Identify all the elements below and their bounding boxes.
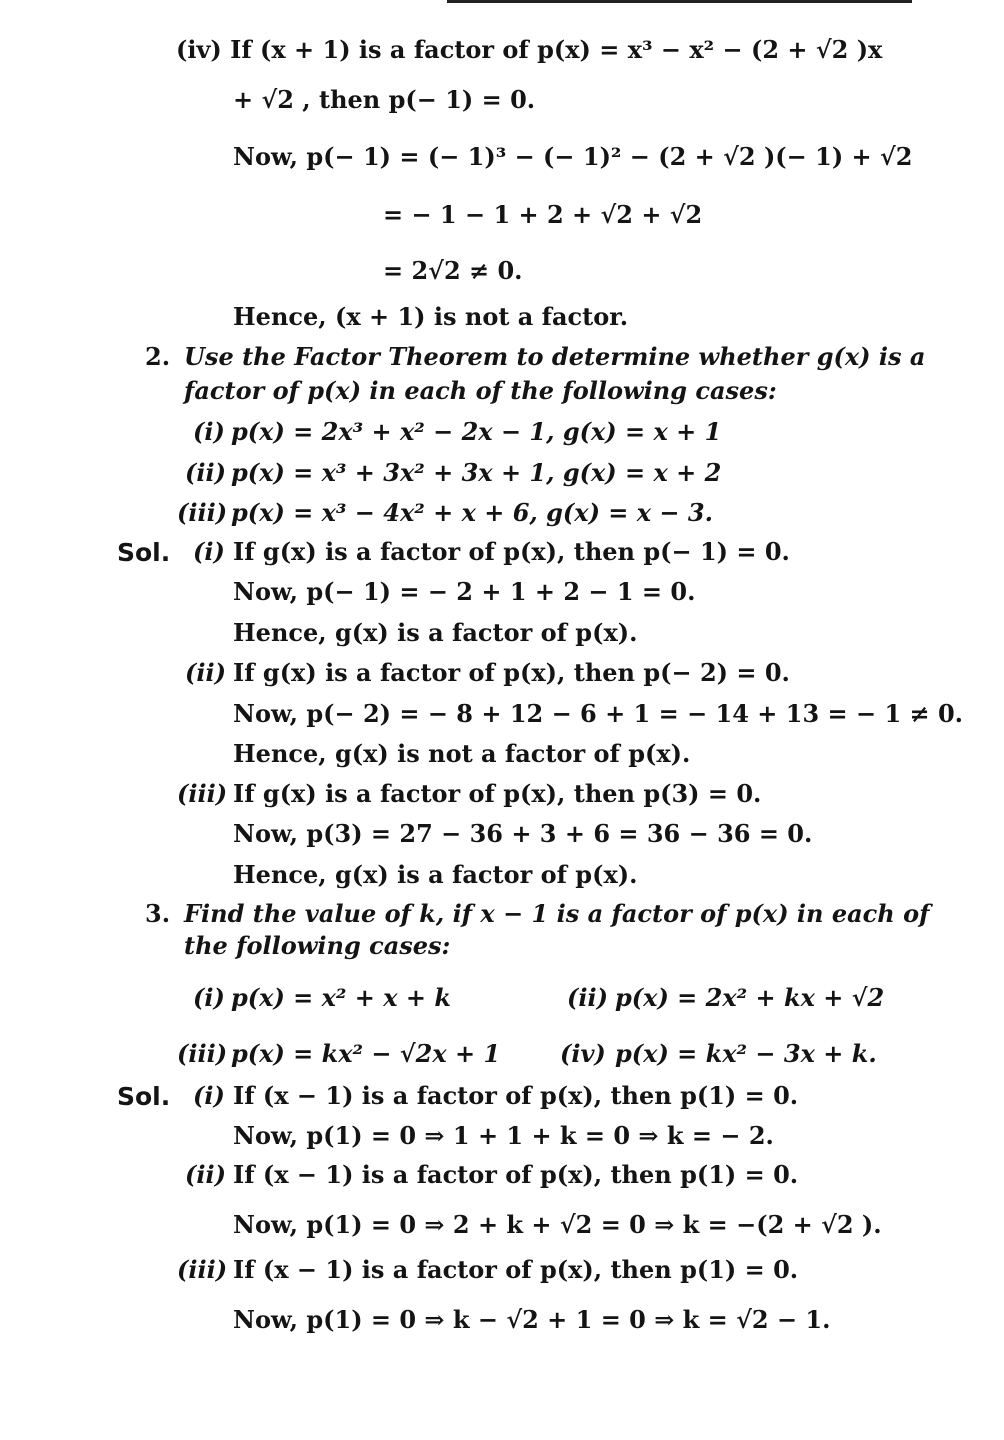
question-3-ii: p(x) = 2x² + kx + √2 — [615, 983, 885, 1012]
solution-2-iii-line1: If g(x) is a factor of p(x), then p(3) = 0. — [233, 779, 762, 808]
solution-2-iii-line3: Hence, g(x) is a factor of p(x). — [233, 860, 638, 889]
line-iv-now: Now, p(− 1) = (− 1)³ − (− 1)² − (2 + √2 )(− 1) + √2 — [233, 142, 913, 171]
question-3-number: 3. — [145, 899, 171, 928]
line-iv-step1: = − 1 − 1 + 2 + √2 + √2 — [383, 200, 703, 229]
solution-2-i-line1: If g(x) is a factor of p(x), then p(− 1) = 0. — [233, 537, 790, 566]
solution-3-i-line2: Now, p(1) = 0 ⇒ 1 + 1 + k = 0 ⇒ k = − 2. — [233, 1121, 774, 1150]
question-2-i: p(x) = 2x³ + x² − 2x − 1, g(x) = x + 1 — [231, 417, 722, 446]
solution-2-ii-mark: (ii) — [185, 658, 226, 687]
question-2-text-line2: factor of p(x) in each of the following cases: — [184, 376, 777, 405]
solution-3-iii-mark: (iii) — [177, 1255, 228, 1284]
solution-2-iii-mark: (iii) — [177, 779, 228, 808]
line-iv-statement-cont: + √2 , then p(− 1) = 0. — [233, 85, 536, 114]
question-3-iv-mark: (iv) — [560, 1039, 606, 1068]
solution-2-i-line3: Hence, g(x) is a factor of p(x). — [233, 618, 638, 647]
solution-3-ii-mark: (ii) — [185, 1160, 226, 1189]
question-2-iii: p(x) = x³ − 4x² + x + 6, g(x) = x − 3. — [231, 498, 713, 527]
question-3-iv: p(x) = kx² − 3x + k. — [615, 1039, 877, 1068]
solution-label-2: Sol. — [117, 1082, 171, 1111]
question-3-text-line1: Find the value of k, if x − 1 is a factor of p(x) in each of — [184, 899, 930, 928]
line-iv-hence: Hence, (x + 1) is not a factor. — [233, 302, 629, 331]
line-iv-step2: = 2√2 ≠ 0. — [383, 256, 523, 285]
question-3-i: p(x) = x² + x + k — [231, 983, 452, 1012]
solution-2-iii-line2: Now, p(3) = 27 − 36 + 3 + 6 = 36 − 36 = 0. — [233, 819, 813, 848]
top-rule — [447, 0, 912, 3]
solution-2-ii-line1: If g(x) is a factor of p(x), then p(− 2) = 0. — [233, 658, 790, 687]
question-2-ii-mark: (ii) — [185, 458, 226, 487]
line-iv-statement: (iv) If (x + 1) is a factor of p(x) = x³ − x² − (2 + √2 )x — [176, 35, 883, 64]
question-3-text-line2: the following cases: — [184, 931, 451, 960]
solution-2-ii-line2: Now, p(− 2) = − 8 + 12 − 6 + 1 = − 14 + 13 = − 1 ≠ 0. — [233, 699, 964, 728]
question-2-text-line1: Use the Factor Theorem to determine whether g(x) is a — [184, 342, 926, 371]
solution-2-ii-line3: Hence, g(x) is not a factor of p(x). — [233, 739, 691, 768]
solution-3-iii-line2: Now, p(1) = 0 ⇒ k − √2 + 1 = 0 ⇒ k = √2 − 1. — [233, 1305, 831, 1334]
question-2-ii: p(x) = x³ + 3x² + 3x + 1, g(x) = x + 2 — [231, 458, 722, 487]
question-2-number: 2. — [145, 342, 171, 371]
solution-3-iii-line1: If (x − 1) is a factor of p(x), then p(1) = 0. — [233, 1255, 799, 1284]
solution-3-i-line1: If (x − 1) is a factor of p(x), then p(1) = 0. — [233, 1081, 799, 1110]
question-3-ii-mark: (ii) — [567, 983, 608, 1012]
question-2-iii-mark: (iii) — [177, 498, 228, 527]
solution-3-ii-line2: Now, p(1) = 0 ⇒ 2 + k + √2 = 0 ⇒ k = −(2 + √2 ). — [233, 1210, 882, 1239]
solution-3-ii-line1: If (x − 1) is a factor of p(x), then p(1) = 0. — [233, 1160, 799, 1189]
solution-3-i-mark: (i) — [193, 1081, 225, 1110]
solution-label: Sol. — [117, 538, 171, 567]
question-3-i-mark: (i) — [193, 983, 225, 1012]
solution-2-i-line2: Now, p(− 1) = − 2 + 1 + 2 − 1 = 0. — [233, 577, 696, 606]
solution-2-i-mark: (i) — [193, 537, 225, 566]
question-3-iii: p(x) = kx² − √2x + 1 — [231, 1039, 501, 1068]
question-2-i-mark: (i) — [193, 417, 225, 446]
question-3-iii-mark: (iii) — [177, 1039, 228, 1068]
